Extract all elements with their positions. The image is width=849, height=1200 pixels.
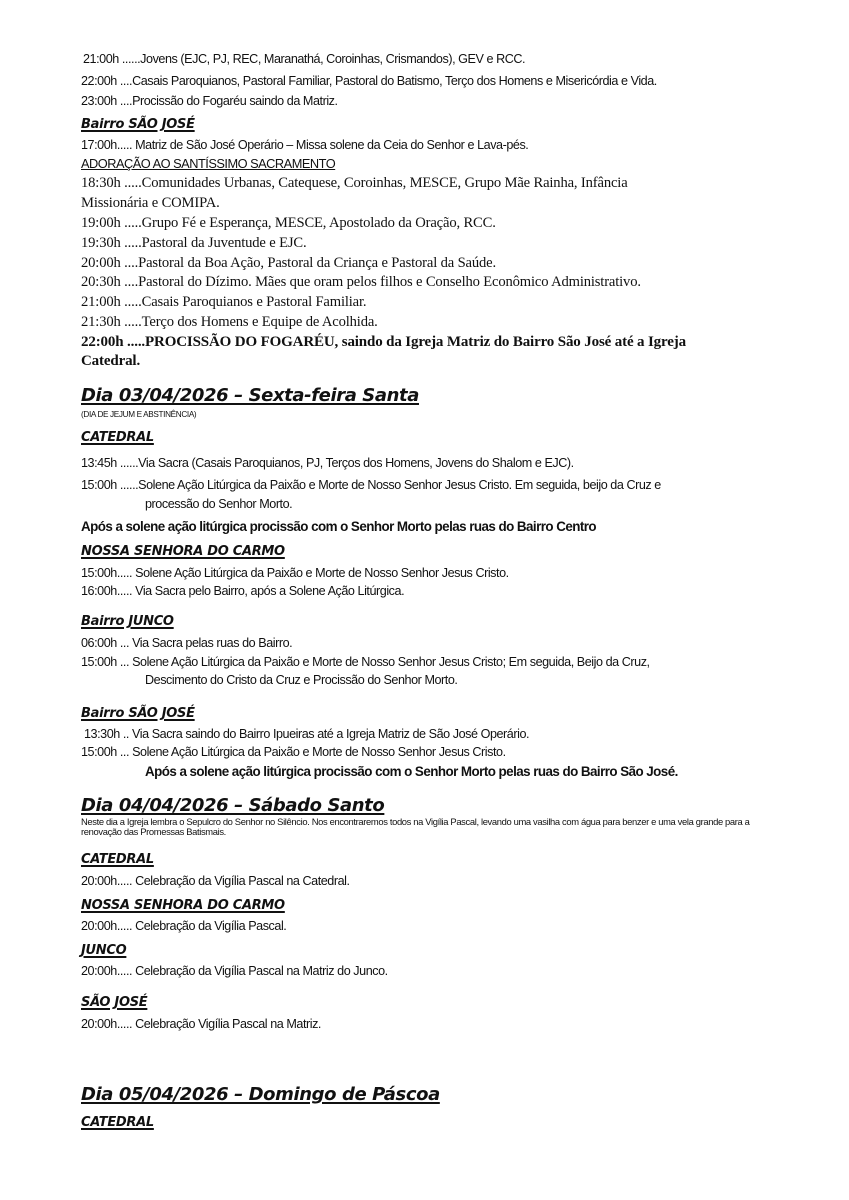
schedule-line: 20:00h..... Celebração da Vigília Pascal na Catedral.	[81, 874, 350, 888]
schedule-line: 19:30h .....Pastoral da Juventude e EJC.	[81, 235, 307, 251]
schedule-line: 16:00h..... Via Sacra pelo Bairro, após a Solene Ação Litúrgica.	[81, 584, 405, 598]
schedule-line: 21:30h .....Terço dos Homens e Equipe de Acolhida.	[81, 314, 378, 330]
schedule-line: processão do Senhor Morto.	[145, 497, 293, 511]
schedule-line: 15:00h ... Solene Ação Litúrgica da Paixão e Morte de Nosso Senhor Jesus Cristo.	[81, 745, 506, 759]
procession-note: Após a solene ação litúrgica procissão com o Senhor Morto pelas ruas do Bairro Centro	[81, 519, 597, 534]
schedule-line: Descimento do Cristo da Cruz e Procissão do Senhor Morto.	[145, 673, 458, 687]
schedule-line: 19:00h .....Grupo Fé e Esperança, MESCE, Apostolado da Oração, RCC.	[81, 215, 496, 231]
day-title-saturday: Dia 04/04/2026 – Sábado Santo	[81, 795, 385, 816]
schedule-line: 22:00h ....Casais Paroquianos, Pastoral Familiar, Pastoral do Batismo, Terço dos Homens e Misericórdia e Vida.	[81, 74, 657, 88]
schedule-line: 20:00h..... Celebração da Vigília Pascal.	[81, 919, 287, 933]
schedule-line: 13:30h .. Via Sacra saindo do Bairro Ipueiras até a Igreja Matriz de São José Operário.	[84, 727, 530, 741]
section-heading-junco: JUNCO	[81, 943, 127, 958]
procession-note: Após a solene ação litúrgica procissão com o Senhor Morto pelas ruas do Bairro São José.	[145, 764, 678, 779]
day-note: Neste dia a Igreja lembra o Sepulcro do Senhor no Silêncio. Nos encontraremos todos na Vigília Pascal, levando uma vasilha com água para benzer e uma vela grande para a renovação das Promessas Batismais.	[81, 816, 750, 837]
section-heading-carmo: NOSSA SENHORA DO CARMO	[81, 544, 285, 559]
schedule-line: 18:30h .....Comunidades Urbanas, Catequese, Coroinhas, MESCE, Grupo Mãe Rainha, Infância	[81, 175, 628, 191]
schedule-line: 17:00h..... Matriz de São José Operário – Missa solene da Ceia do Senhor e Lava-pés.	[81, 138, 529, 152]
section-heading-sao-jose: Bairro SÃO JOSÉ	[81, 117, 195, 132]
schedule-line: 21:00h ......Jovens (EJC, PJ, REC, Maranathá, Coroinhas, Crismandos), GEV e RCC.	[83, 52, 526, 66]
schedule-line: 20:00h..... Celebração Vigília Pascal na Matriz.	[81, 1017, 321, 1031]
section-heading-carmo: NOSSA SENHORA DO CARMO	[81, 898, 285, 913]
schedule-line: 15:00h..... Solene Ação Litúrgica da Paixão e Morte de Nosso Senhor Jesus Cristo.	[81, 566, 509, 580]
section-heading-sao-jose: SÃO JOSÉ	[81, 995, 148, 1010]
schedule-line: 20:30h ....Pastoral do Dízimo. Mães que oram pelos filhos e Conselho Econômico Administrativo.	[81, 274, 641, 290]
schedule-line: Missionária e COMIPA.	[81, 195, 220, 211]
section-heading-catedral: CATEDRAL	[81, 852, 154, 867]
day-subtitle: (DIA DE JEJUM E ABSTINÊNCIA)	[81, 410, 197, 419]
procession-line: Catedral.	[81, 353, 141, 369]
section-heading-sao-jose: Bairro SÃO JOSÉ	[81, 706, 195, 721]
section-heading-catedral: CATEDRAL	[81, 430, 154, 445]
schedule-line: 23:00h ....Procissão do Fogaréu saindo da Matriz.	[81, 94, 338, 108]
schedule-line: 20:00h ....Pastoral da Boa Ação, Pastoral da Criança e Pastoral da Saúde.	[81, 255, 496, 271]
schedule-line: 06:00h ... Via Sacra pelas ruas do Bairro.	[81, 636, 293, 650]
day-title-friday: Dia 03/04/2026 – Sexta-feira Santa	[81, 385, 419, 406]
schedule-line: 15:00h ......Solene Ação Litúrgica da Paixão e Morte de Nosso Senhor Jesus Cristo. Em seguida, beijo da Cruz e	[81, 478, 661, 492]
day-title-sunday: Dia 05/04/2026 – Domingo de Páscoa	[81, 1084, 440, 1105]
schedule-line: 21:00h .....Casais Paroquianos e Pastoral Familiar.	[81, 294, 367, 310]
procession-line: 22:00h .....PROCISSÃO DO FOGARÉU, saindo da Igreja Matriz do Bairro São José até a Igreja	[81, 334, 686, 350]
schedule-line: 13:45h ......Via Sacra (Casais Paroquianos, PJ, Terços dos Homens, Jovens do Shalom e EJC).	[81, 456, 574, 470]
schedule-line: 20:00h..... Celebração da Vigília Pascal na Matriz do Junco.	[81, 964, 388, 978]
adoration-heading: ADORAÇÃO AO SANTÍSSIMO SACRAMENTO	[81, 156, 336, 171]
schedule-line: 15:00h ... Solene Ação Litúrgica da Paixão e Morte de Nosso Senhor Jesus Cristo; Em seguida, Beijo da Cruz,	[81, 655, 650, 669]
section-heading-catedral: CATEDRAL	[81, 1115, 154, 1130]
section-heading-junco: Bairro JUNCO	[81, 614, 174, 629]
